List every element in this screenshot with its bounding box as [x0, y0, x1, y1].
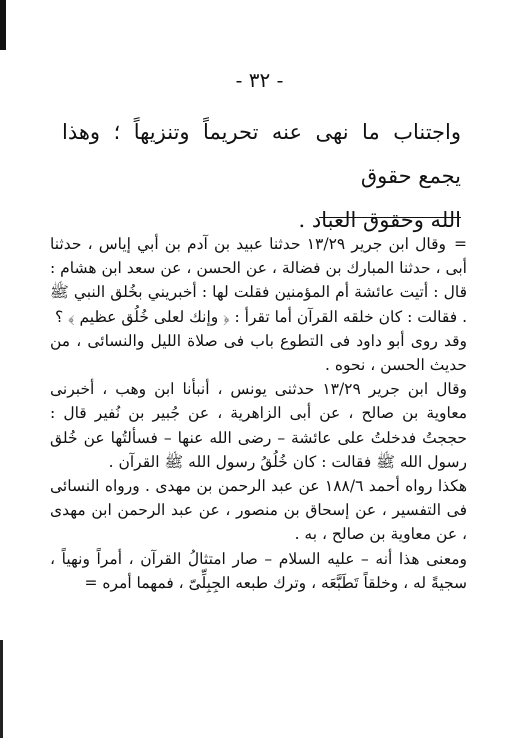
- page-number: - ٣٢ -: [235, 68, 284, 92]
- main-text-line-2: الله وحقوق العباد .: [298, 208, 461, 232]
- footnotes: [50, 232, 467, 595]
- footnote-paragraph-1-text: وقال ابن جرير ١٣/٢٩ حدثنا عبيد بن آدم بن أبي إياس ، حدثنا أبى ، حدثنا المبارك بن فضالة ، عن الحسن ، عن سعد ابن هشام : قال : أتيت عائشة أم المؤمنين فقلت لها : أخبريني بخُلق النبي ﷺ . فقالت : كان خلقه القرآن أما تقرأ : ﴿ وإنك لعلى خُلُق عظيم ﴾ ؟: [50, 235, 467, 326]
- main-text-line-1: واجتناب ما نهى عنه تحريماً وتنزيهاً ؛ وهذا يجمع حقوق: [62, 120, 461, 188]
- footnote-paragraph-2: وقد روى أبو داود فى التطوع باب فى صلاة الليل والنسائى ، من حديث الحسن ، نحوه .: [50, 331, 467, 375]
- footnote-paragraph-4: هكذا رواه أحمد ١٨٨/٦ عن عبد الرحمن بن مهدى . ورواه النسائى فى التفسير ، عن إسحاق بن منصور ، عن عبد الرحمن ابن مهدى ، عن معاوية بن صالح ، به .: [50, 477, 468, 544]
- footnote-paragraph-5: ومعنى هذا أنه – عليه السلام – صار امتثالُ القرآن ، أمراً ونهياً ، سجيةً له ، وخلقاً تَطَبَّعَه ، وترك طبعه الجِبِلِّىّ ، فمهما أمره =: [50, 549, 467, 592]
- footnote-paragraph-1: [50, 232, 467, 329]
- scan-edge-mark-lower: [0, 640, 3, 738]
- footnote-continuation-marker: =: [453, 235, 467, 253]
- footnote-separator: [319, 217, 461, 218]
- main-text: [62, 110, 461, 242]
- footnote-paragraph-3: وقال ابن جرير ١٣/٢٩ حدثنى يونس ، أنبأنا ابن وهب ، أخبرنى معاوية بن صالح ، عن أبى الزاهرية ، عن جُبير بن نُفير قال : حججتُ فدخلتُ على عائشة – رضى الله عنها – فسألتُها عن خُلق رسول الله ﷺ فقالت : كان خُلُقُ رسول الله ﷺ القرآن .: [50, 380, 467, 471]
- scan-edge-mark: [0, 0, 6, 50]
